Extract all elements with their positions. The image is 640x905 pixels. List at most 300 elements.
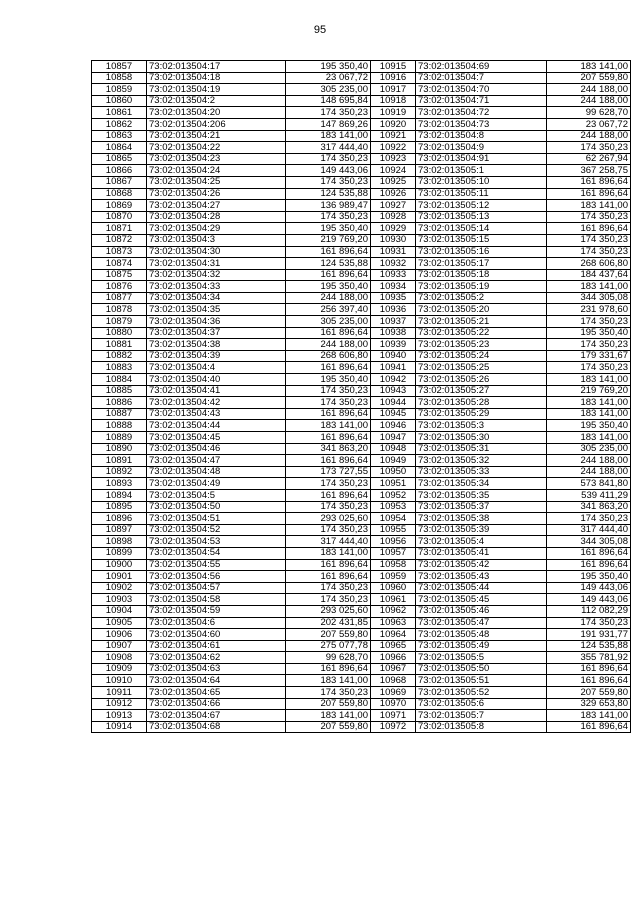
value-cell: 161 896,64 xyxy=(286,269,371,281)
table-row xyxy=(371,118,631,130)
table-row xyxy=(92,153,371,165)
row-number-cell: 10899 xyxy=(92,547,147,559)
cadastral-number-cell: 73:02:013505:39 xyxy=(416,524,547,536)
row-number-cell: 10928 xyxy=(371,211,416,223)
row-number-cell: 10896 xyxy=(92,513,147,525)
value-cell: 161 896,64 xyxy=(286,489,371,501)
value-cell: 268 606,80 xyxy=(547,258,631,270)
row-number-cell: 10920 xyxy=(371,118,416,130)
value-cell: 183 141,00 xyxy=(286,420,371,432)
row-number-cell: 10898 xyxy=(92,536,147,548)
table-row xyxy=(92,710,371,722)
value-cell: 161 896,64 xyxy=(286,559,371,571)
row-number-cell: 10945 xyxy=(371,408,416,420)
cadastral-number-cell: 73:02:013504:21 xyxy=(147,130,286,142)
row-number-cell: 10905 xyxy=(92,617,147,629)
table-row xyxy=(371,397,631,409)
table-row xyxy=(92,223,371,235)
table-row xyxy=(371,698,631,710)
value-cell: 161 896,64 xyxy=(547,663,631,675)
table-row xyxy=(92,594,371,606)
table-row xyxy=(371,687,631,699)
table-row xyxy=(92,524,371,536)
cadastral-number-cell: 73:02:013505:15 xyxy=(416,234,547,246)
value-cell: 305 235,00 xyxy=(286,316,371,328)
cadastral-number-cell: 73:02:013504:43 xyxy=(147,408,286,420)
right-table-body xyxy=(371,61,631,733)
value-cell: 161 896,64 xyxy=(547,675,631,687)
value-cell: 174 350,23 xyxy=(286,687,371,699)
table-row xyxy=(371,408,631,420)
value-cell: 305 235,00 xyxy=(286,84,371,96)
row-number-cell: 10882 xyxy=(92,350,147,362)
cadastral-number-cell: 73:02:013505:11 xyxy=(416,188,547,200)
cadastral-number-cell: 73:02:013504:62 xyxy=(147,652,286,664)
table-row xyxy=(371,455,631,467)
row-number-cell: 10966 xyxy=(371,652,416,664)
value-cell: 195 350,40 xyxy=(286,374,371,386)
row-number-cell: 10859 xyxy=(92,84,147,96)
table-row xyxy=(92,640,371,652)
cadastral-number-cell: 73:02:013504:71 xyxy=(416,95,547,107)
row-number-cell: 10908 xyxy=(92,652,147,664)
cadastral-number-cell: 73:02:013504:68 xyxy=(147,721,286,733)
row-number-cell: 10868 xyxy=(92,188,147,200)
cadastral-number-cell: 73:02:013504:29 xyxy=(147,223,286,235)
value-cell: 174 350,23 xyxy=(286,211,371,223)
table-row xyxy=(92,582,371,594)
value-cell: 23 067,72 xyxy=(547,118,631,130)
table-row xyxy=(92,408,371,420)
value-cell: 183 141,00 xyxy=(547,432,631,444)
table-row xyxy=(92,84,371,96)
table-row xyxy=(371,524,631,536)
value-cell: 275 077,78 xyxy=(286,640,371,652)
row-number-cell: 10879 xyxy=(92,316,147,328)
row-number-cell: 10889 xyxy=(92,432,147,444)
value-cell: 174 350,23 xyxy=(547,362,631,374)
cadastral-number-cell: 73:02:013505:47 xyxy=(416,617,547,629)
value-cell: 244 188,00 xyxy=(547,95,631,107)
value-cell: 341 863,20 xyxy=(286,443,371,455)
row-number-cell: 10912 xyxy=(92,698,147,710)
value-cell: 317 444,40 xyxy=(286,536,371,548)
table-row xyxy=(371,130,631,142)
row-number-cell: 10940 xyxy=(371,350,416,362)
cadastral-number-cell: 73:02:013505:35 xyxy=(416,489,547,501)
table-row xyxy=(371,501,631,513)
value-cell: 539 411,29 xyxy=(547,489,631,501)
table-row xyxy=(92,629,371,641)
cadastral-number-cell: 73:02:013505:4 xyxy=(416,536,547,548)
table-row xyxy=(371,292,631,304)
cadastral-number-cell: 73:02:013504:24 xyxy=(147,165,286,177)
value-cell: 183 141,00 xyxy=(547,710,631,722)
table-row xyxy=(371,466,631,478)
table-row xyxy=(371,617,631,629)
value-cell: 231 978,60 xyxy=(547,304,631,316)
row-number-cell: 10931 xyxy=(371,246,416,258)
table-row xyxy=(92,188,371,200)
value-cell: 149 443,06 xyxy=(547,594,631,606)
cadastral-number-cell: 73:02:013504:41 xyxy=(147,385,286,397)
table-row xyxy=(371,61,631,73)
cadastral-number-cell: 73:02:013505:12 xyxy=(416,200,547,212)
row-number-cell: 10944 xyxy=(371,397,416,409)
value-cell: 124 535,88 xyxy=(286,258,371,270)
cadastral-number-cell: 73:02:013505:25 xyxy=(416,362,547,374)
left-table-body xyxy=(92,61,371,733)
cadastral-number-cell: 73:02:013505:20 xyxy=(416,304,547,316)
row-number-cell: 10972 xyxy=(371,721,416,733)
value-cell: 202 431,85 xyxy=(286,617,371,629)
value-cell: 161 896,64 xyxy=(286,327,371,339)
row-number-cell: 10883 xyxy=(92,362,147,374)
right-register-table xyxy=(370,60,631,733)
row-number-cell: 10901 xyxy=(92,571,147,583)
value-cell: 207 559,80 xyxy=(286,721,371,733)
cadastral-number-cell: 73:02:013505:1 xyxy=(416,165,547,177)
table-row xyxy=(371,605,631,617)
row-number-cell: 10864 xyxy=(92,142,147,154)
row-number-cell: 10916 xyxy=(371,72,416,84)
value-cell: 183 141,00 xyxy=(547,374,631,386)
page-number: 95 xyxy=(313,24,327,36)
row-number-cell: 10941 xyxy=(371,362,416,374)
cadastral-number-cell: 73:02:013505:22 xyxy=(416,327,547,339)
value-cell: 149 443,06 xyxy=(286,165,371,177)
table-row xyxy=(371,281,631,293)
table-row xyxy=(371,269,631,281)
row-number-cell: 10874 xyxy=(92,258,147,270)
row-number-cell: 10903 xyxy=(92,594,147,606)
value-cell: 244 188,00 xyxy=(547,130,631,142)
table-row xyxy=(371,350,631,362)
cadastral-number-cell: 73:02:013504:51 xyxy=(147,513,286,525)
table-row xyxy=(92,385,371,397)
table-row xyxy=(371,559,631,571)
value-cell: 183 141,00 xyxy=(547,397,631,409)
table-row xyxy=(371,258,631,270)
value-cell: 256 397,40 xyxy=(286,304,371,316)
row-number-cell: 10949 xyxy=(371,455,416,467)
table-row xyxy=(92,536,371,548)
cadastral-number-cell: 73:02:013504:65 xyxy=(147,687,286,699)
row-number-cell: 10873 xyxy=(92,246,147,258)
value-cell: 268 606,80 xyxy=(286,350,371,362)
cadastral-number-cell: 73:02:013504:72 xyxy=(416,107,547,119)
row-number-cell: 10932 xyxy=(371,258,416,270)
row-number-cell: 10895 xyxy=(92,501,147,513)
table-row xyxy=(371,153,631,165)
cadastral-number-cell: 73:02:013504:91 xyxy=(416,153,547,165)
row-number-cell: 10955 xyxy=(371,524,416,536)
table-row xyxy=(92,420,371,432)
value-cell: 174 350,23 xyxy=(286,524,371,536)
value-cell: 293 025,60 xyxy=(286,513,371,525)
value-cell: 244 188,00 xyxy=(547,84,631,96)
cadastral-number-cell: 73:02:013505:37 xyxy=(416,501,547,513)
value-cell: 219 769,20 xyxy=(547,385,631,397)
value-cell: 207 559,80 xyxy=(547,72,631,84)
row-number-cell: 10907 xyxy=(92,640,147,652)
table-row xyxy=(92,698,371,710)
row-number-cell: 10954 xyxy=(371,513,416,525)
table-row xyxy=(371,72,631,84)
value-cell: 174 350,23 xyxy=(547,339,631,351)
row-number-cell: 10943 xyxy=(371,385,416,397)
table-row xyxy=(371,200,631,212)
cadastral-number-cell: 73:02:013505:32 xyxy=(416,455,547,467)
value-cell: 62 267,94 xyxy=(547,153,631,165)
cadastral-number-cell: 73:02:013505:3 xyxy=(416,420,547,432)
table-row xyxy=(92,513,371,525)
table-row xyxy=(371,142,631,154)
table-row xyxy=(371,223,631,235)
cadastral-number-cell: 73:02:013505:52 xyxy=(416,687,547,699)
table-row xyxy=(92,721,371,733)
cadastral-number-cell: 73:02:013504:66 xyxy=(147,698,286,710)
cadastral-number-cell: 73:02:013504:6 xyxy=(147,617,286,629)
cadastral-number-cell: 73:02:013504:25 xyxy=(147,176,286,188)
row-number-cell: 10921 xyxy=(371,130,416,142)
cadastral-number-cell: 73:02:013504:32 xyxy=(147,269,286,281)
value-cell: 174 350,23 xyxy=(286,385,371,397)
row-number-cell: 10946 xyxy=(371,420,416,432)
value-cell: 195 350,40 xyxy=(547,327,631,339)
row-number-cell: 10890 xyxy=(92,443,147,455)
table-row xyxy=(92,455,371,467)
row-number-cell: 10897 xyxy=(92,524,147,536)
table-row xyxy=(371,316,631,328)
cadastral-number-cell: 73:02:013505:14 xyxy=(416,223,547,235)
table-row xyxy=(371,594,631,606)
row-number-cell: 10965 xyxy=(371,640,416,652)
table-row xyxy=(371,362,631,374)
row-number-cell: 10910 xyxy=(92,675,147,687)
row-number-cell: 10958 xyxy=(371,559,416,571)
table-row xyxy=(92,489,371,501)
value-cell: 367 258,75 xyxy=(547,165,631,177)
table-row xyxy=(92,617,371,629)
value-cell: 99 628,70 xyxy=(286,652,371,664)
row-number-cell: 10900 xyxy=(92,559,147,571)
value-cell: 305 235,00 xyxy=(547,443,631,455)
table-row xyxy=(92,501,371,513)
row-number-cell: 10893 xyxy=(92,478,147,490)
value-cell: 174 350,23 xyxy=(286,582,371,594)
row-number-cell: 10911 xyxy=(92,687,147,699)
left-register-table xyxy=(91,60,371,733)
row-number-cell: 10886 xyxy=(92,397,147,409)
value-cell: 174 350,23 xyxy=(286,153,371,165)
table-row xyxy=(92,443,371,455)
row-number-cell: 10885 xyxy=(92,385,147,397)
cadastral-number-cell: 73:02:013505:13 xyxy=(416,211,547,223)
value-cell: 184 437,64 xyxy=(547,269,631,281)
cadastral-number-cell: 73:02:013504:48 xyxy=(147,466,286,478)
table-row xyxy=(371,327,631,339)
cadastral-number-cell: 73:02:013505:23 xyxy=(416,339,547,351)
table-row xyxy=(371,432,631,444)
row-number-cell: 10926 xyxy=(371,188,416,200)
cadastral-number-cell: 73:02:013505:31 xyxy=(416,443,547,455)
value-cell: 183 141,00 xyxy=(286,675,371,687)
cadastral-number-cell: 73:02:013504:60 xyxy=(147,629,286,641)
value-cell: 573 841,80 xyxy=(547,478,631,490)
row-number-cell: 10964 xyxy=(371,629,416,641)
row-number-cell: 10952 xyxy=(371,489,416,501)
value-cell: 174 350,23 xyxy=(547,513,631,525)
value-cell: 207 559,80 xyxy=(286,629,371,641)
cadastral-number-cell: 73:02:013504:44 xyxy=(147,420,286,432)
cadastral-number-cell: 73:02:013505:42 xyxy=(416,559,547,571)
value-cell: 183 141,00 xyxy=(286,547,371,559)
value-cell: 183 141,00 xyxy=(547,61,631,73)
table-row xyxy=(92,107,371,119)
table-row xyxy=(371,234,631,246)
cadastral-number-cell: 73:02:013504:67 xyxy=(147,710,286,722)
value-cell: 244 188,00 xyxy=(286,292,371,304)
cadastral-number-cell: 73:02:013505:27 xyxy=(416,385,547,397)
table-row xyxy=(92,316,371,328)
row-number-cell: 10906 xyxy=(92,629,147,641)
row-number-cell: 10950 xyxy=(371,466,416,478)
row-number-cell: 10934 xyxy=(371,281,416,293)
cadastral-number-cell: 73:02:013505:21 xyxy=(416,316,547,328)
row-number-cell: 10884 xyxy=(92,374,147,386)
value-cell: 244 188,00 xyxy=(547,466,631,478)
value-cell: 195 350,40 xyxy=(547,420,631,432)
row-number-cell: 10923 xyxy=(371,153,416,165)
value-cell: 173 727,55 xyxy=(286,466,371,478)
value-cell: 174 350,23 xyxy=(547,246,631,258)
cadastral-number-cell: 73:02:013504:40 xyxy=(147,374,286,386)
table-row xyxy=(371,107,631,119)
row-number-cell: 10866 xyxy=(92,165,147,177)
row-number-cell: 10888 xyxy=(92,420,147,432)
value-cell: 161 896,64 xyxy=(286,408,371,420)
row-number-cell: 10970 xyxy=(371,698,416,710)
row-number-cell: 10956 xyxy=(371,536,416,548)
table-row xyxy=(92,663,371,675)
cadastral-number-cell: 73:02:013504:2 xyxy=(147,95,286,107)
table-row xyxy=(371,710,631,722)
row-number-cell: 10865 xyxy=(92,153,147,165)
row-number-cell: 10925 xyxy=(371,176,416,188)
row-number-cell: 10924 xyxy=(371,165,416,177)
table-row xyxy=(92,211,371,223)
cadastral-number-cell: 73:02:013505:5 xyxy=(416,652,547,664)
table-row xyxy=(371,211,631,223)
value-cell: 124 535,88 xyxy=(547,640,631,652)
cadastral-number-cell: 73:02:013504:37 xyxy=(147,327,286,339)
cadastral-number-cell: 73:02:013505:18 xyxy=(416,269,547,281)
value-cell: 183 141,00 xyxy=(547,200,631,212)
cadastral-number-cell: 73:02:013505:38 xyxy=(416,513,547,525)
row-number-cell: 10867 xyxy=(92,176,147,188)
cadastral-number-cell: 73:02:013505:2 xyxy=(416,292,547,304)
cadastral-number-cell: 73:02:013505:10 xyxy=(416,176,547,188)
cadastral-number-cell: 73:02:013505:29 xyxy=(416,408,547,420)
value-cell: 344 305,08 xyxy=(547,536,631,548)
row-number-cell: 10861 xyxy=(92,107,147,119)
cadastral-number-cell: 73:02:013505:44 xyxy=(416,582,547,594)
cadastral-number-cell: 73:02:013505:16 xyxy=(416,246,547,258)
value-cell: 183 141,00 xyxy=(547,408,631,420)
table-row xyxy=(371,582,631,594)
row-number-cell: 10860 xyxy=(92,95,147,107)
cadastral-number-cell: 73:02:013504:17 xyxy=(147,61,286,73)
value-cell: 161 896,64 xyxy=(547,188,631,200)
value-cell: 195 350,40 xyxy=(286,223,371,235)
value-cell: 161 896,64 xyxy=(547,559,631,571)
value-cell: 317 444,40 xyxy=(547,524,631,536)
cadastral-number-cell: 73:02:013504:7 xyxy=(416,72,547,84)
value-cell: 174 350,23 xyxy=(286,501,371,513)
cadastral-number-cell: 73:02:013504:4 xyxy=(147,362,286,374)
cadastral-number-cell: 73:02:013504:55 xyxy=(147,559,286,571)
table-row xyxy=(92,304,371,316)
row-number-cell: 10969 xyxy=(371,687,416,699)
value-cell: 244 188,00 xyxy=(286,339,371,351)
cadastral-number-cell: 73:02:013504:20 xyxy=(147,107,286,119)
row-number-cell: 10917 xyxy=(371,84,416,96)
cadastral-number-cell: 73:02:013504:69 xyxy=(416,61,547,73)
cadastral-number-cell: 73:02:013504:18 xyxy=(147,72,286,84)
cadastral-number-cell: 73:02:013505:26 xyxy=(416,374,547,386)
cadastral-number-cell: 73:02:013504:19 xyxy=(147,84,286,96)
value-cell: 191 931,77 xyxy=(547,629,631,641)
table-row xyxy=(371,188,631,200)
row-number-cell: 10857 xyxy=(92,61,147,73)
row-number-cell: 10953 xyxy=(371,501,416,513)
cadastral-number-cell: 73:02:013505:24 xyxy=(416,350,547,362)
cadastral-number-cell: 73:02:013504:64 xyxy=(147,675,286,687)
table-row xyxy=(371,374,631,386)
row-number-cell: 10967 xyxy=(371,663,416,675)
cadastral-number-cell: 73:02:013505:41 xyxy=(416,547,547,559)
row-number-cell: 10878 xyxy=(92,304,147,316)
value-cell: 174 350,23 xyxy=(286,107,371,119)
row-number-cell: 10948 xyxy=(371,443,416,455)
row-number-cell: 10869 xyxy=(92,200,147,212)
cadastral-number-cell: 73:02:013504:23 xyxy=(147,153,286,165)
value-cell: 161 896,64 xyxy=(286,362,371,374)
value-cell: 183 141,00 xyxy=(286,710,371,722)
cadastral-number-cell: 73:02:013504:30 xyxy=(147,246,286,258)
cadastral-number-cell: 73:02:013505:33 xyxy=(416,466,547,478)
row-number-cell: 10936 xyxy=(371,304,416,316)
cadastral-number-cell: 73:02:013505:17 xyxy=(416,258,547,270)
row-number-cell: 10862 xyxy=(92,118,147,130)
cadastral-number-cell: 73:02:013504:46 xyxy=(147,443,286,455)
row-number-cell: 10960 xyxy=(371,582,416,594)
row-number-cell: 10971 xyxy=(371,710,416,722)
cadastral-number-cell: 73:02:013505:45 xyxy=(416,594,547,606)
table-row xyxy=(92,269,371,281)
table-row xyxy=(92,327,371,339)
cadastral-number-cell: 73:02:013504:33 xyxy=(147,281,286,293)
cadastral-number-cell: 73:02:013505:51 xyxy=(416,675,547,687)
cadastral-number-cell: 73:02:013504:42 xyxy=(147,397,286,409)
row-number-cell: 10858 xyxy=(92,72,147,84)
table-row xyxy=(92,339,371,351)
cadastral-number-cell: 73:02:013504:47 xyxy=(147,455,286,467)
row-number-cell: 10938 xyxy=(371,327,416,339)
value-cell: 341 863,20 xyxy=(547,501,631,513)
value-cell: 161 896,64 xyxy=(547,547,631,559)
